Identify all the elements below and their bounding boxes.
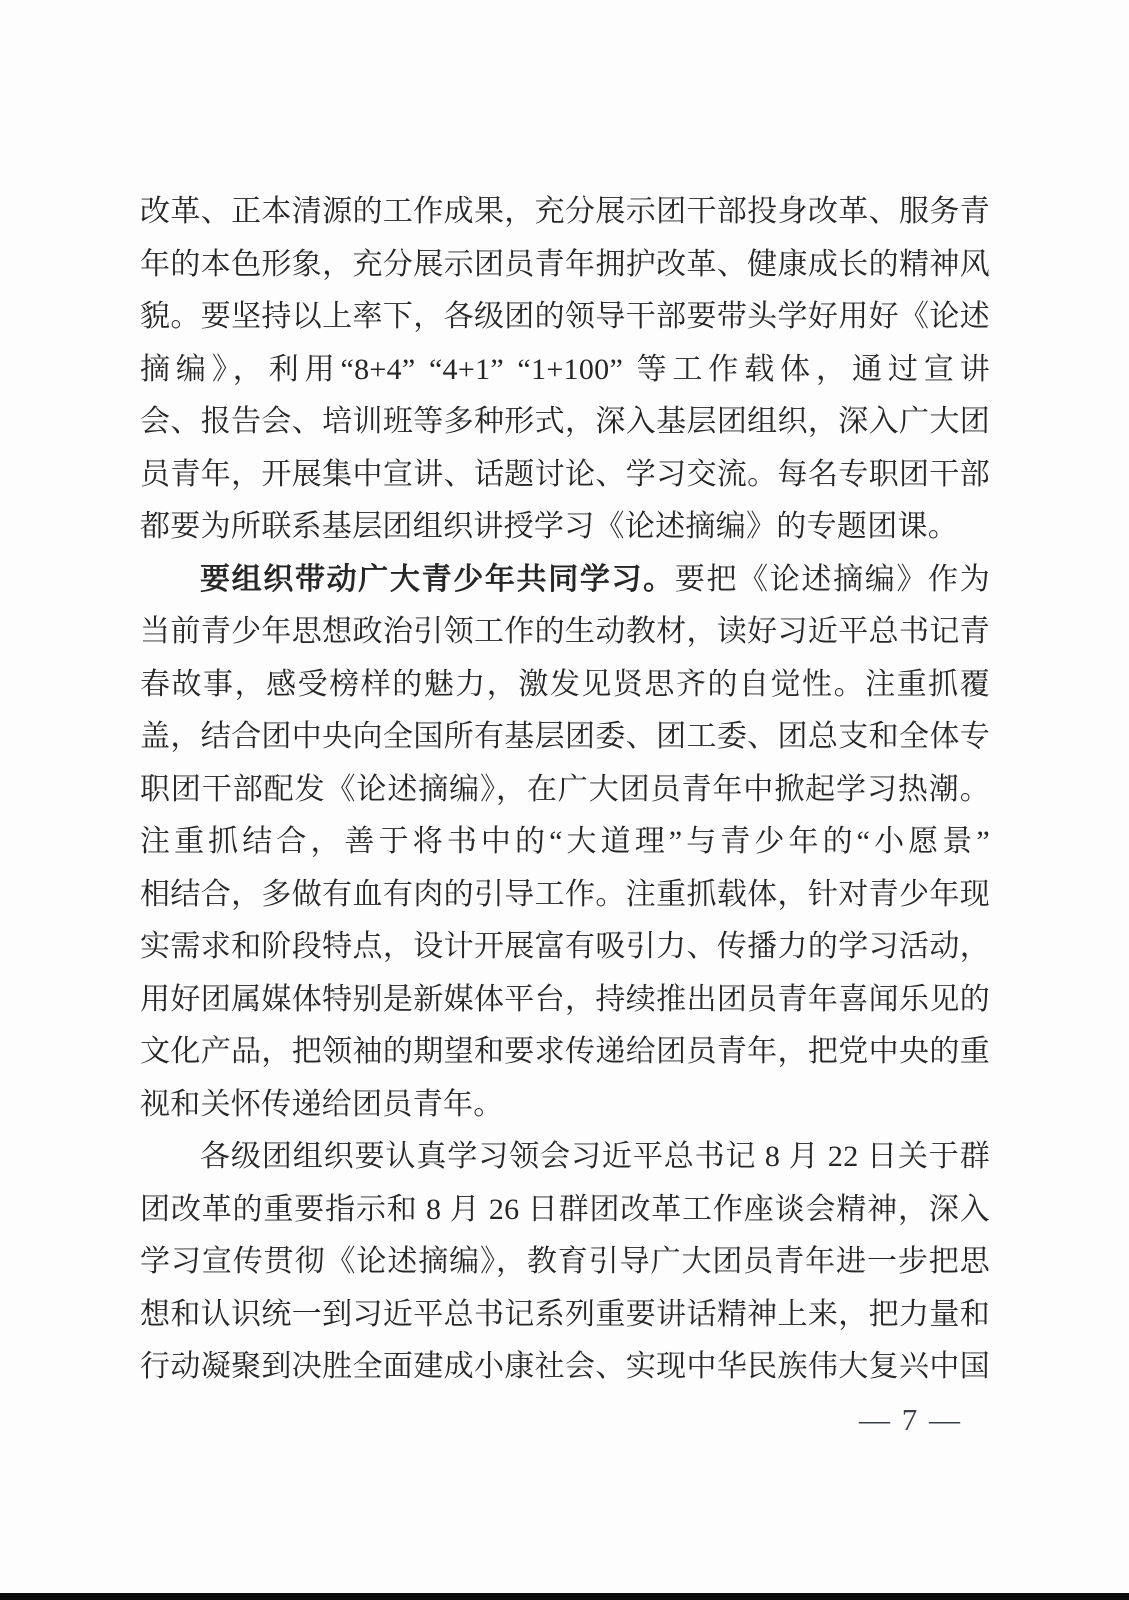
text-line bbox=[140, 606, 990, 659]
text-line bbox=[140, 501, 990, 554]
text-line bbox=[140, 816, 990, 869]
text-line bbox=[140, 974, 990, 1027]
body-text: 用好团属媒体特别是新媒体平台，持续推出团员青年喜闻乐见的 bbox=[140, 982, 990, 1016]
body-text: 各级团组织要认真学习领会习近平总书记 8 月 22 日关于群 bbox=[200, 1140, 990, 1173]
text-line bbox=[140, 449, 990, 502]
text-line bbox=[140, 186, 990, 239]
paragraph bbox=[140, 554, 990, 1132]
emphasized-text: 要组织带动广大青少年共同学习。 bbox=[200, 562, 675, 596]
body-text: 年的本色形象，充分展示团员青年拥护改革、健康成长的精神风 bbox=[140, 247, 990, 281]
body-text: 实需求和阶段特点，设计开展富有吸引力、传播力的学习活动， bbox=[140, 930, 990, 963]
body-text: 当前青少年思想政治引领工作的生动教材，读好习近平总书记青 bbox=[140, 615, 990, 648]
body-text: 相结合，多做有血有肉的引导工作。注重抓载体，针对青少年现 bbox=[140, 877, 990, 911]
body-text: 都要为所联系基层团组织讲授学习《论述摘编》的专题团课。 bbox=[140, 510, 959, 543]
body-text: 貌。要坚持以上率下，各级团的领导干部要带头学好用好《论述 bbox=[140, 300, 990, 333]
body-text: 职团干部配发《论述摘编》，在广大团员青年中掀起学习热潮。 bbox=[140, 772, 990, 806]
text-line bbox=[140, 921, 990, 974]
body-text: 视和关怀传递给团员青年。 bbox=[140, 1087, 504, 1121]
paragraph bbox=[140, 1131, 990, 1394]
text-line bbox=[140, 396, 990, 449]
text-line bbox=[140, 291, 990, 344]
document-body bbox=[140, 186, 990, 1394]
text-line bbox=[140, 1184, 990, 1237]
text-line bbox=[140, 1289, 990, 1342]
text-line bbox=[140, 659, 990, 712]
body-text: 行动凝聚到决胜全面建成小康社会、实现中华民族伟大复兴中国 bbox=[140, 1350, 990, 1383]
body-text: 想和认识统一到习近平总书记系列重要讲话精神上来，把力量和 bbox=[140, 1297, 990, 1331]
body-text: 改革、正本清源的工作成果，充分展示团干部投身改革、服务青 bbox=[140, 195, 990, 228]
body-text: 摘编》，利用“8+4” “4+1” “1+100” 等工作载体，通过宣讲 bbox=[140, 352, 990, 386]
body-text: 春故事，感受榜样的魅力，激发见贤思齐的自觉性。注重抓覆 bbox=[140, 667, 990, 701]
body-text: 注重抓结合，善于将书中的“大道理”与青少年的“小愿景” bbox=[140, 825, 990, 858]
body-text: 盖，结合团中央向全国所有基层团委、团工委、团总支和全体专 bbox=[140, 720, 990, 753]
body-text: 文化产品，把领袖的期望和要求传递给团员青年，把党中央的重 bbox=[140, 1035, 990, 1068]
text-line bbox=[140, 1079, 990, 1132]
paragraph bbox=[140, 186, 990, 554]
body-text: 学习宣传贯彻《论述摘编》，教育引导广大团员青年进一步把思 bbox=[140, 1245, 990, 1278]
text-line bbox=[140, 869, 990, 922]
text-line bbox=[140, 1236, 990, 1289]
text-line bbox=[140, 711, 990, 764]
body-text: 团改革的重要指示和 8 月 26 日群团改革工作座谈会精神，深入 bbox=[140, 1192, 990, 1226]
text-line bbox=[140, 239, 990, 292]
page-number: — 7 — bbox=[859, 1402, 962, 1437]
bottom-edge-bar bbox=[0, 1593, 1129, 1600]
text-line bbox=[140, 1026, 990, 1079]
text-line bbox=[140, 554, 990, 607]
text-line bbox=[140, 344, 990, 397]
text-line bbox=[140, 1341, 990, 1394]
body-text: 要把《论述摘编》作为 bbox=[674, 562, 990, 596]
body-text: 会、报告会、培训班等多种形式，深入基层团组织，深入广大团 bbox=[140, 405, 990, 438]
text-line bbox=[140, 1131, 990, 1184]
text-line bbox=[140, 764, 990, 817]
body-text: 员青年，开展集中宣讲、话题讨论、学习交流。每名专职团干部 bbox=[140, 457, 990, 491]
